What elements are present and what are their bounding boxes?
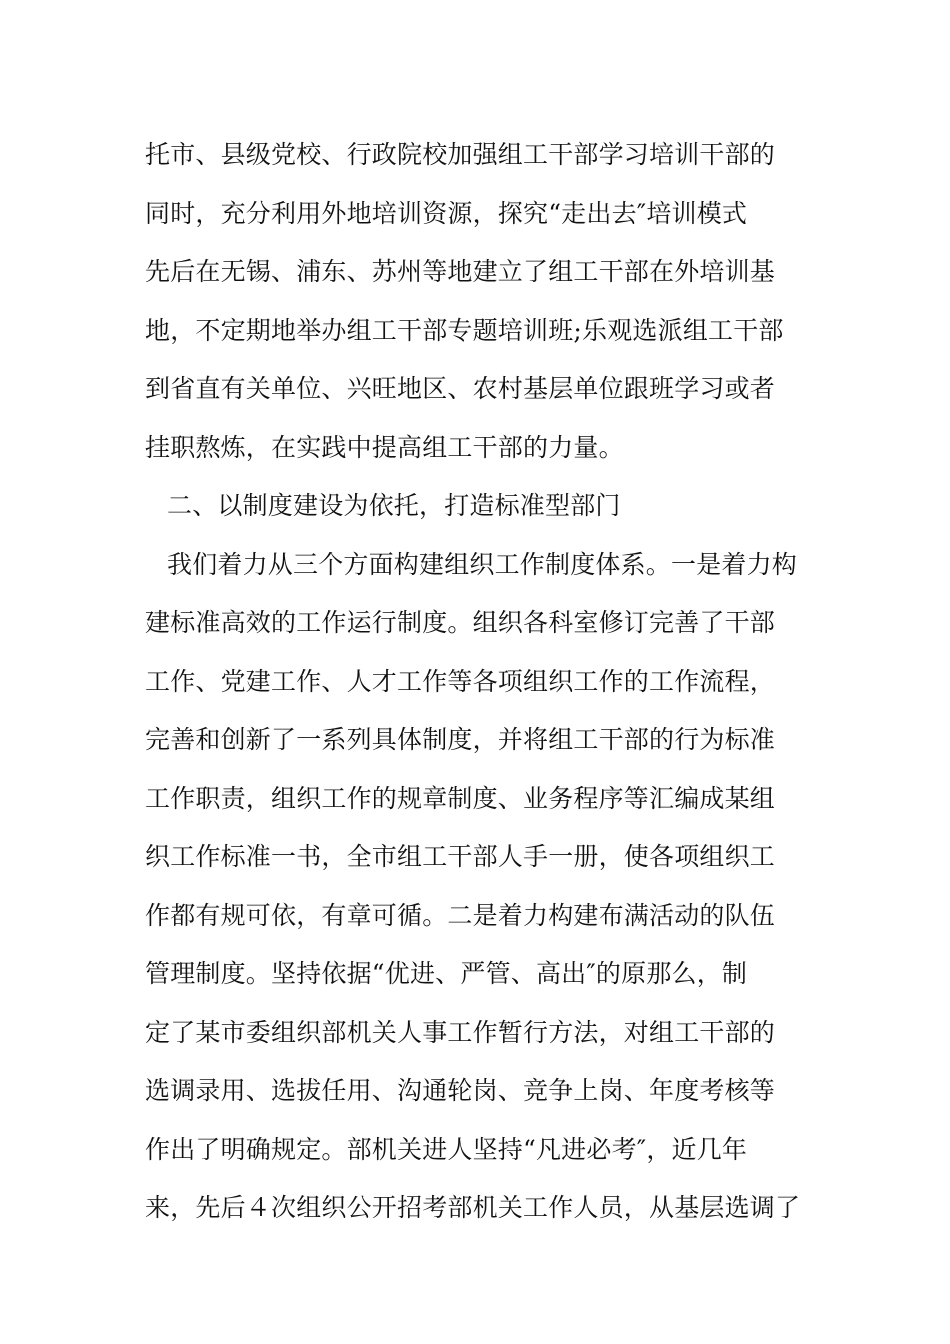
text-line: 管理制度。坚持依据“优进、严管、高出″的原那么，制 — [145, 959, 748, 988]
text-line: 地，不定期地举办组工干部专题培训班;乐观选派组工干部 — [145, 315, 784, 345]
paragraph-first-line: 我们着力从三个方面构建组织工作制度体系。一是着力构 — [167, 549, 798, 579]
section-heading: 二、以制度建设为依托，打造标准型部门 — [167, 491, 621, 520]
text-line: 作都有规可依，有章可循。二是着力构建布满活动的队伍 — [145, 900, 776, 930]
text-line: 到省直有关单位、兴旺地区、农村基层单位跟班学习或者 — [145, 374, 776, 403]
text-line: 来，先后４次组织公开招考部机关工作人员，从基层选调了 — [145, 1193, 801, 1222]
text-line: 选调录用、选拔任用、沟通轮岗、竞争上岗、年度考核等 — [145, 1076, 776, 1105]
text-line: 织工作标准一书，全市组工干部人手一册，使各项组织工 — [145, 842, 776, 871]
text-line: 定了某市委组织部机关人事工作暂行方法，对组工干部的 — [145, 1017, 776, 1047]
text-line: 建标准高效的工作运行制度。组织各科室修订完善了干部 — [145, 608, 776, 637]
text-line: 先后在无锡、浦东、苏州等地建立了组工干部在外培训基 — [145, 257, 776, 286]
text-line: 作出了明确规定。部机关进人坚持“凡进必考″，近几年 — [145, 1134, 748, 1164]
text-line: 挂职熬炼，在实践中提高组工干部的力量。 — [145, 432, 624, 462]
text-line: 托市、县级党校、行政院校加强组工干部学习培训干部的 — [145, 140, 776, 169]
text-line: 同时，充分利用外地培训资源，探究“走出去″培训模式 — [145, 198, 748, 228]
text-line: 工作职责，组织工作的规章制度、业务程序等汇编成某组 — [145, 783, 776, 813]
text-line: 工作、党建工作、人才工作等各项组织工作的工作流程， — [145, 666, 776, 696]
document-body — [145, 126, 815, 1238]
text-line: 完善和创新了一系列具体制度，并将组工干部的行为标准 — [145, 725, 776, 754]
